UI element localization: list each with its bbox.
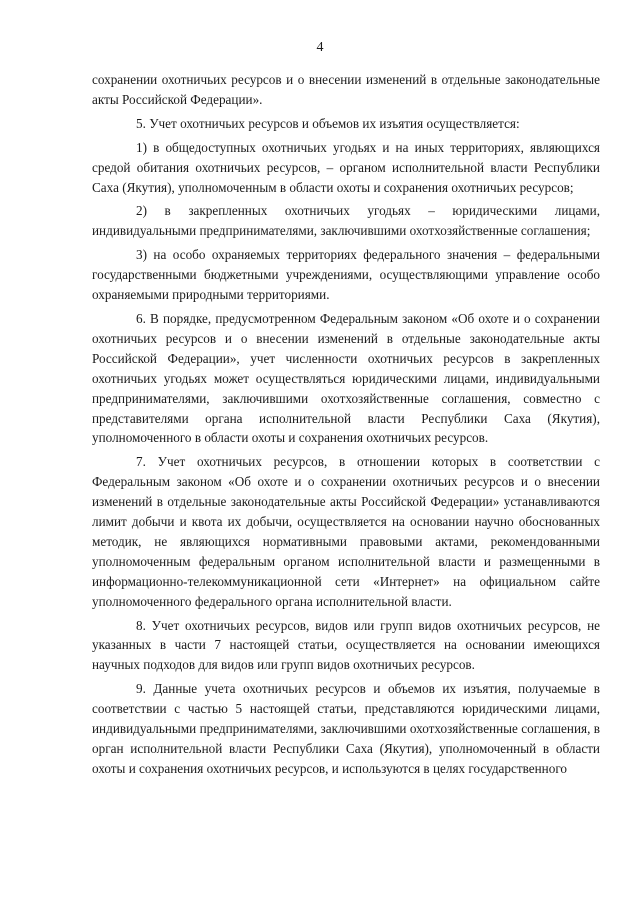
paragraph-continued: сохранении охотничьих ресурсов и о внесении изменений в отдельные законодательные акты Российской Федерации». bbox=[92, 72, 600, 107]
paragraph-6: 6. В порядке, предусмотренном Федеральным законом «Об охоте и о сохранении охотничьих ресурсов и о внесении изменений в отдельные законодательные акты Российской Федерации», учет численности охотничьих ресурсов в закрепленных охотничьих угодьях может осуществляться юридическими лицами, индивидуальными предпринимателями, заключившими охотхозяйственные соглашения, совместно с представителями органа исполнительной власти Республики Саха (Якутия), уполномоченного в области охоты и сохранения охотничьих ресурсов. bbox=[92, 310, 600, 446]
paragraph-5-item-2: 2) в закрепленных охотничьих угодьях – юридическими лицами, индивидуальными предпринимателями, заключившими охотхозяйственные соглашения; bbox=[92, 203, 600, 239]
paragraph-5-item-1: 1) в общедоступных охотничьих угодьях и на иных территориях, являющихся средой обитания охотничьих ресурсов, – органом исполнительной власти Республики Саха (Якутия), уполномоченным в области охоты и сохранения охотничьих ресурсов; bbox=[92, 139, 600, 195]
paragraph-8: 8. Учет охотничьих ресурсов, видов или групп видов охотничьих ресурсов, не указанных в части 7 настоящей статьи, осуществляется на основании имеющихся научных подходов для видов или групп видов охотничьих ресурсов. bbox=[92, 617, 600, 673]
paragraph-7: 7. Учет охотничьих ресурсов, в отношении которых в соответствии с Федеральным законом «Об охоте и о сохранении охотничьих ресурсов и о внесении изменений в отдельные законодательные акты Российской Федерации» устанавливаются лимит добычи и квота их добычи, осуществляется на основании научно обоснованных методик, не являющихся нормативными правовыми актами, рекомендованными уполномоченным федеральным органом исполнительной власти и размещенными в информационно-телекоммуникационной сети «Интернет» на официальном сайте уполномоченного федерального органа исполнительной власти. bbox=[92, 454, 600, 609]
document-body bbox=[92, 70, 600, 783]
paragraph-5: 5. Учет охотничьих ресурсов и объемов их изъятия осуществляется: bbox=[136, 115, 520, 131]
paragraph-5-item-3: 3) на особо охраняемых территориях федерального значения – федеральными государственными бюджетными учреждениями, осуществляющими управление особо охраняемыми природными территориями. bbox=[92, 247, 600, 303]
page-number: 4 bbox=[316, 40, 324, 55]
paragraph-9: 9. Данные учета охотничьих ресурсов и объемов их изъятия, получаемые в соответствии с частью 5 настоящей статьи, представляются юридическими лицами, индивидуальными предпринимателями, заключившими охотхозяйственные соглашения, в орган исполнительной власти Республики Саха (Якутия), уполномоченный в области охоты и сохранения охотничьих ресурсов, и используются в целях государственного bbox=[92, 681, 600, 776]
